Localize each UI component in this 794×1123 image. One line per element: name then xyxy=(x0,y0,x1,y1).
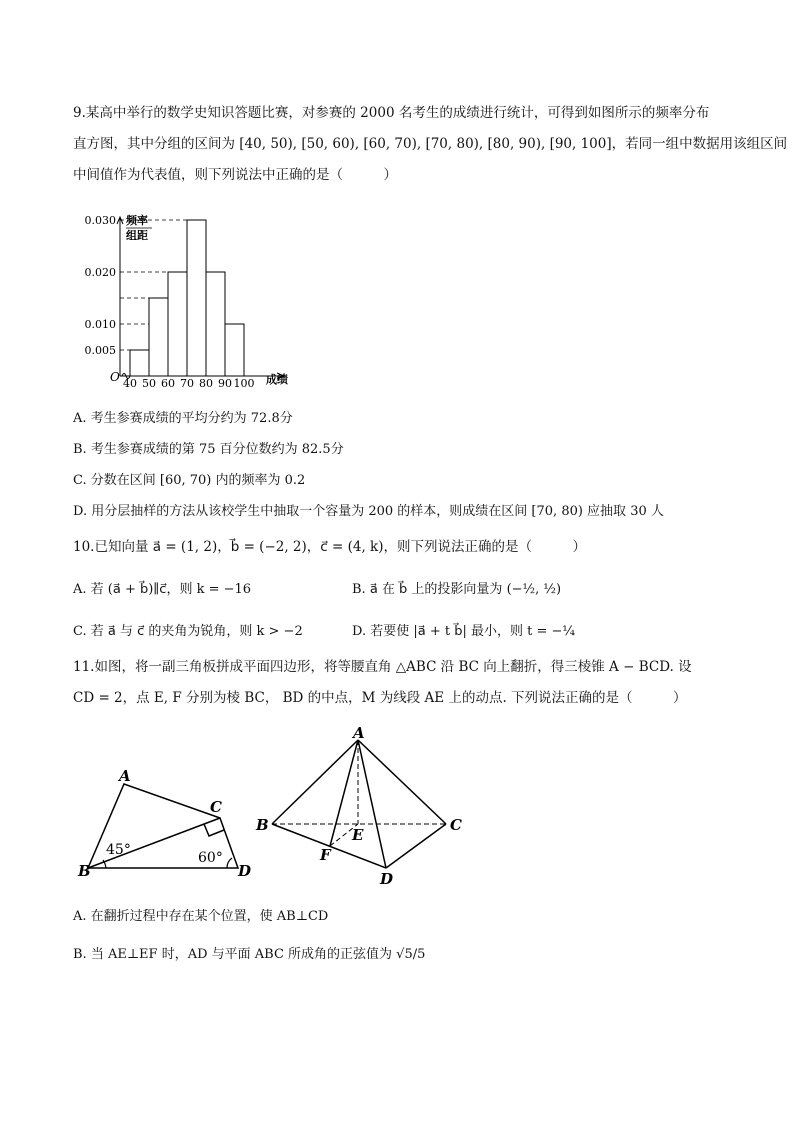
q10-option-a: A. 若 (a⃗ + b⃗)∥c⃗，则 k = −16 xyxy=(73,582,252,597)
x-tick-label: 50 xyxy=(142,377,156,388)
q9-stem-line2: 直方图，其中分组的区间为 [40, 50), [50, 60), [60, 70), [70, 80), [80, 90), [90, 100]，若同一组中数据用该组区间 xyxy=(73,136,788,152)
fig2-label-b: B xyxy=(256,816,269,834)
histogram-bar xyxy=(206,272,225,376)
x-axis-label: 成绩 xyxy=(266,373,288,386)
histogram-bar xyxy=(225,324,244,376)
q9-stem-line3: 中间值作为代表值，则下列说法中正确的是（ ） xyxy=(73,167,397,183)
quadrilateral-figure xyxy=(70,762,270,882)
x-tick-label: 80 xyxy=(199,377,213,388)
q10-option-b: B. a⃗ 在 b⃗ 上的投影向量为 (−½, ½) xyxy=(352,582,562,597)
tetrahedron-figure xyxy=(250,726,470,888)
histogram-bar xyxy=(130,350,149,376)
y-tick-label: 0.010 xyxy=(84,318,116,331)
y-axis-label-bottom: 组距 xyxy=(126,229,148,242)
fig2-label-c: C xyxy=(450,816,462,834)
q9-stem-line1: 9.某高中举行的数学史知识答题比赛，对参赛的 2000 名考生的成绩进行统计，可得到如图所示的频率分布 xyxy=(73,105,710,121)
origin-label: O xyxy=(110,370,120,384)
fig1-label-d: D xyxy=(238,862,252,880)
q10-stem: 10.已知向量 a⃗ = (1, 2)，b⃗ = (−2, 2)，c⃗ = (4, k)，则下列说法正确的是（ ） xyxy=(73,539,586,555)
fig1-label-a: A xyxy=(119,767,131,785)
histogram-bar xyxy=(149,298,168,376)
y-tick-label: 0.005 xyxy=(84,344,116,357)
fig2-label-e: E xyxy=(352,826,364,844)
q11-option-b: B. 当 AE⊥EF 时，AD 与平面 ABC 所成角的正弦值为 √5/5 xyxy=(73,947,426,962)
histogram-bar xyxy=(187,220,206,376)
fig1-label-c: C xyxy=(210,798,222,816)
x-tick-label: 70 xyxy=(180,377,194,388)
q9-option-b: B. 考生参赛成绩的第 75 百分位数约为 82.5分 xyxy=(73,442,344,457)
x-tick-label: 90 xyxy=(218,377,232,388)
y-tick-label: 0.030 xyxy=(84,214,116,227)
q10-option-d: D. 若要使 |a⃗ + t b⃗| 最小，则 t = −¼ xyxy=(352,624,575,639)
q11-option-a: A. 在翻折过程中存在某个位置，使 AB⊥CD xyxy=(73,909,329,924)
fig2-label-f: F xyxy=(320,846,331,864)
histogram-bar xyxy=(168,272,187,376)
q9-option-a: A. 考生参赛成绩的平均分约为 72.8分 xyxy=(73,411,293,426)
x-tick-label: 100 xyxy=(233,377,255,388)
fig2-label-d: D xyxy=(380,870,394,888)
y-axis-label-top: 频率 xyxy=(126,214,148,227)
q11-stem-line2: CD = 2，点 E, F 分别为棱 BC， BD 的中点，M 为线段 AE 上的动点. 下列说法正确的是（ ） xyxy=(73,690,687,706)
q9-option-c: C. 分数在区间 [60, 70) 内的频率为 0.2 xyxy=(73,473,306,488)
fig2-label-a: A xyxy=(353,726,365,742)
q11-stem-line1: 11.如图，将一副三角板拼成平面四边形，将等腰直角 △ABC 沿 BC 向上翻折，得三棱锥 A − BCD. 设 xyxy=(73,659,692,675)
y-tick-label: 0.020 xyxy=(84,266,116,279)
frequency-histogram xyxy=(78,206,308,388)
x-tick-label: 60 xyxy=(161,377,175,388)
fig1-angle-b: 45° xyxy=(106,842,131,858)
fig1-label-b: B xyxy=(78,862,91,880)
x-tick-label: 40 xyxy=(123,377,137,388)
q9-option-d: D. 用分层抽样的方法从该校学生中抽取一个容量为 200 的样本，则成绩在区间 [70, 80) 应抽取 30 人 xyxy=(73,504,664,519)
q10-option-c: C. 若 a⃗ 与 c⃗ 的夹角为锐角，则 k > −2 xyxy=(73,624,303,639)
fig1-angle-d: 60° xyxy=(198,850,223,866)
